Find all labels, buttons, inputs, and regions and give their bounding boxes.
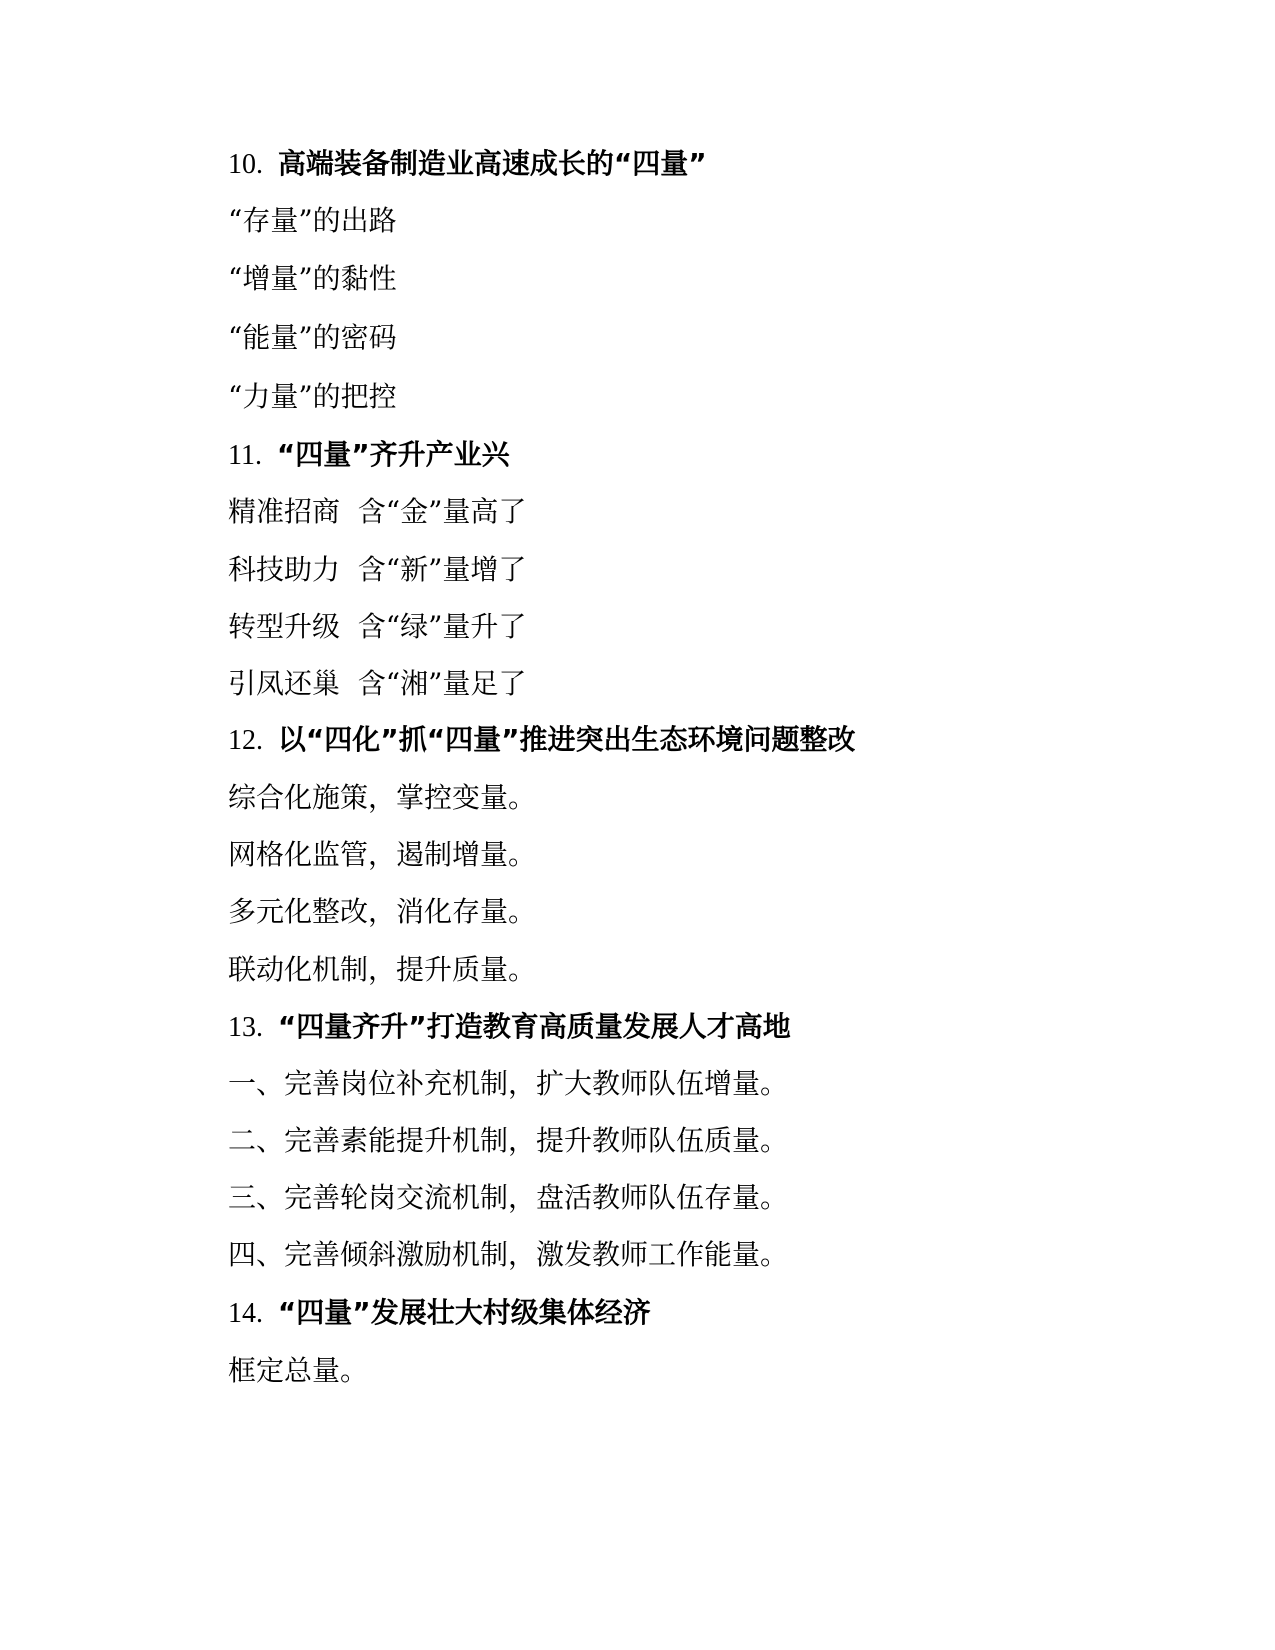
list-item: 框定总量。 — [228, 1354, 369, 1387]
section-number: 13. — [228, 1012, 263, 1043]
section-heading-10 — [228, 146, 707, 182]
section-number: 14. — [228, 1298, 263, 1329]
list-item: “增量”的黏性 — [228, 262, 397, 295]
section-heading-13 — [228, 1009, 791, 1045]
section-title: “四量”发展壮大村级集体经济 — [277, 1296, 651, 1329]
section-title: 高端装备制造业高速成长的“四量” — [277, 147, 707, 180]
list-item: 网格化监管，遏制增量。 — [228, 838, 537, 871]
list-item: 二、完善素能提升机制，提升教师队伍质量。 — [228, 1124, 789, 1157]
list-item: “存量”的出路 — [228, 204, 397, 237]
list-item: 多元化整改，消化存量。 — [228, 895, 537, 928]
list-item: “能量”的密码 — [228, 321, 397, 354]
list-item: 精准招商 含“金”量高了 — [228, 495, 527, 528]
list-item: 科技助力 含“新”量增了 — [228, 553, 527, 586]
section-heading-12 — [228, 722, 856, 758]
list-item: 三、完善轮岗交流机制，盘活教师队伍存量。 — [228, 1181, 789, 1214]
section-title: “四量”齐升产业兴 — [276, 438, 510, 471]
section-number: 12. — [228, 725, 263, 756]
list-item: 转型升级 含“绿”量升了 — [228, 610, 527, 643]
section-heading-11 — [228, 437, 510, 473]
list-item: 四、完善倾斜激励机制，激发教师工作能量。 — [228, 1238, 789, 1271]
section-number: 11. — [228, 440, 262, 471]
list-item: 一、完善岗位补充机制，扩大教师队伍增量。 — [228, 1067, 789, 1100]
section-heading-14 — [228, 1295, 651, 1331]
list-item: 引凤还巢 含“湘”量足了 — [228, 667, 527, 700]
section-number: 10. — [228, 149, 263, 180]
section-title: 以“四化”抓“四量”推进突出生态环境问题整改 — [277, 723, 856, 756]
list-item: “力量”的把控 — [228, 380, 397, 413]
list-item: 综合化施策，掌控变量。 — [228, 781, 537, 814]
list-item: 联动化机制，提升质量。 — [228, 953, 537, 986]
section-title: “四量齐升”打造教育高质量发展人才高地 — [277, 1010, 791, 1043]
